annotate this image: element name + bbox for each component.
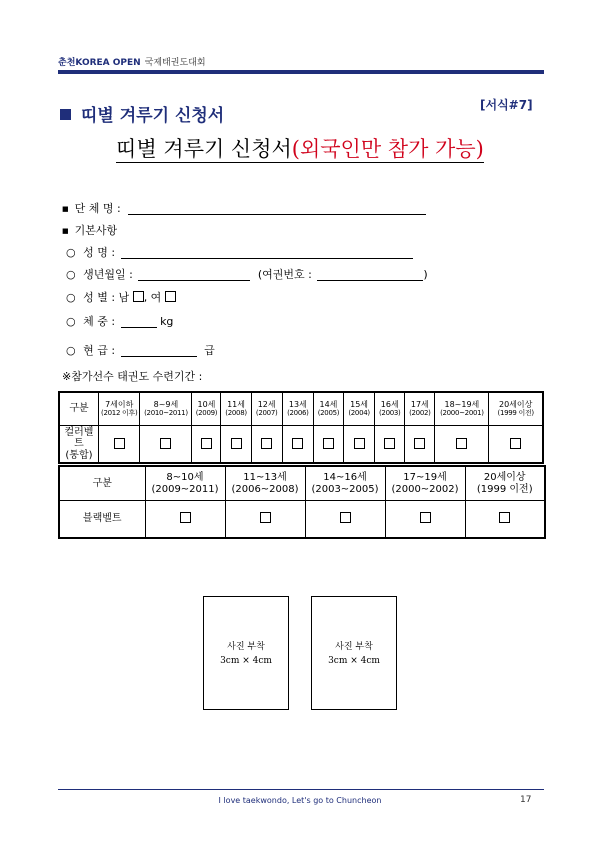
passport-close: ) [423,268,428,281]
age-column [465,466,545,501]
form-number: [서식#7] [480,98,533,112]
main-title [0,133,600,163]
age-label: 17~19세 [403,472,447,484]
gender-label: 성 별 : 남 [83,291,130,304]
dob-row [66,266,428,282]
bullet-icon: ■ [62,205,69,213]
age-checkbox[interactable] [456,438,467,449]
age-label: 7세이하 [105,400,134,410]
age-column [305,466,385,501]
training-note: ※참가선수 태권도 수련기간 : [62,370,203,383]
year-label: (2004) [348,409,370,418]
age-column [344,392,375,425]
age-checkbox[interactable] [384,438,395,449]
year-label: (2000~2002) [391,483,459,495]
age-checkbox[interactable] [414,438,425,449]
year-label: (2012 이후) [101,409,138,418]
age-checkbox[interactable] [340,512,351,523]
year-label: (2009) [195,409,218,418]
female-checkbox[interactable] [165,291,176,302]
age-column [98,392,140,425]
grade-unit: 급 [204,344,215,357]
age-label: 14~16세 [323,472,367,484]
age-column [405,392,435,425]
basic-info-label: 기본사항 [74,224,118,237]
gender-row [66,289,176,305]
colored-belt-label-line2: (통합) [65,449,93,461]
name-field[interactable] [121,246,413,259]
age-column [313,392,343,425]
dob-field[interactable] [138,268,250,281]
weight-label: 체 중 : [83,315,116,328]
colored-belt-label-line1: 컬러벨트 [64,426,94,449]
name-label: 성 명 : [83,246,116,259]
colored-belt-row [59,425,543,463]
age-label: 8~10세 [166,472,204,484]
year-label: (2003) [378,409,401,418]
age-checkbox[interactable] [201,438,212,449]
photo-box[interactable] [311,596,397,710]
name-row [66,244,413,260]
age-checkbox[interactable] [420,512,431,523]
grade-label: 현 급 : [83,344,116,357]
age-label: 8~9세 [153,400,179,410]
colored-header-label: 구분 [59,392,98,425]
photo-label: 사진 부착 [335,642,373,652]
year-label: (2006) [287,409,309,418]
age-label: 11~13세 [243,472,287,484]
basic-info-row [62,222,117,238]
age-column [140,392,192,425]
weight-unit: kg [160,315,174,328]
colored-belt-table [58,391,544,464]
circle-bullet-icon: ○ [66,268,76,281]
black-header-label: 구분 [59,466,145,501]
photo-size: 3cm × 4cm [220,656,272,666]
footer-text: I love taekwondo, Let's go to Chuncheon [218,796,382,805]
weight-row [66,313,173,329]
black-header-row [59,466,545,501]
age-label: 13세 [288,400,307,410]
age-column [435,392,489,425]
age-checkbox[interactable] [292,438,303,449]
age-label: 18~19세 [444,400,480,410]
age-checkbox[interactable] [261,438,272,449]
circle-bullet-icon: ○ [66,344,76,357]
team-name-field[interactable] [128,202,426,215]
age-column [225,466,305,501]
bullet-icon: ■ [62,227,69,235]
main-title-text: 띠별 겨루기 신청서 [116,137,292,161]
header-event: 국제태권도대회 [144,58,206,68]
age-checkbox[interactable] [323,438,334,449]
age-column [221,392,251,425]
age-column [145,466,225,501]
dob-label: 생년월일 : [83,268,133,281]
colored-header-row [59,392,543,425]
age-checkbox[interactable] [180,512,191,523]
age-column [251,392,282,425]
age-column [192,392,221,425]
main-title-note: (외국인만 참가 가능) [291,137,484,161]
black-belt-table [58,465,546,539]
year-label: (2007) [255,409,278,418]
passport-label: (여권번호 : [257,268,312,281]
year-label: (2009~2011) [151,483,219,495]
age-label: 10세 [197,400,216,410]
age-label: 12세 [257,400,276,410]
year-label: (2000~2001) [440,409,484,418]
header-rule [58,70,544,74]
age-checkbox[interactable] [510,438,521,449]
black-belt-label: 블랙벨트 [59,501,145,538]
team-name-row [62,200,426,216]
year-label: (2006~2008) [231,483,299,495]
year-label: (2005) [317,409,340,418]
year-label: (2002) [409,409,431,418]
grade-row [66,342,215,358]
age-column [282,392,313,425]
page-number: 17 [520,795,532,805]
colored-belt-label [59,425,98,463]
photo-box[interactable] [203,596,289,710]
age-column [375,392,405,425]
age-checkbox[interactable] [231,438,242,449]
passport-field[interactable] [317,268,423,281]
photo-label: 사진 부착 [227,642,265,652]
year-label: (2010~2011) [144,409,188,418]
grade-field[interactable] [121,344,197,357]
team-name-label: 단 체 명 : [74,202,121,215]
section-title-text: 띠별 겨루기 신청서 [81,106,225,126]
male-checkbox[interactable] [133,291,144,302]
section-title [60,101,224,126]
year-label: (1999 이전) [476,483,533,495]
year-label: (2008) [225,409,247,418]
gender-separator: , 여 [143,291,162,304]
age-checkbox[interactable] [260,512,271,523]
circle-bullet-icon: ○ [66,315,76,328]
age-checkbox[interactable] [499,512,510,523]
header-brand: 춘천KOREA OPEN [58,58,141,68]
age-label: 20세이상 [483,472,526,484]
age-checkbox[interactable] [114,438,125,449]
circle-bullet-icon: ○ [66,291,76,304]
weight-field[interactable] [121,315,157,328]
year-label: (2003~2005) [311,483,379,495]
year-label: (1999 이전) [497,409,534,418]
square-bullet-icon [60,109,71,120]
age-label: 20세이상 [499,400,533,410]
age-label: 11세 [227,400,245,410]
page-header [58,55,206,68]
age-label: 17세 [410,400,429,410]
age-label: 14세 [319,400,338,410]
age-column [385,466,465,501]
age-checkbox[interactable] [160,438,171,449]
age-label: 15세 [350,400,369,410]
age-label: 16세 [380,400,399,410]
age-checkbox[interactable] [354,438,365,449]
age-column [489,392,543,425]
photo-size: 3cm × 4cm [328,656,380,666]
circle-bullet-icon: ○ [66,246,76,259]
footer-rule [58,789,544,790]
black-belt-row [59,501,545,538]
